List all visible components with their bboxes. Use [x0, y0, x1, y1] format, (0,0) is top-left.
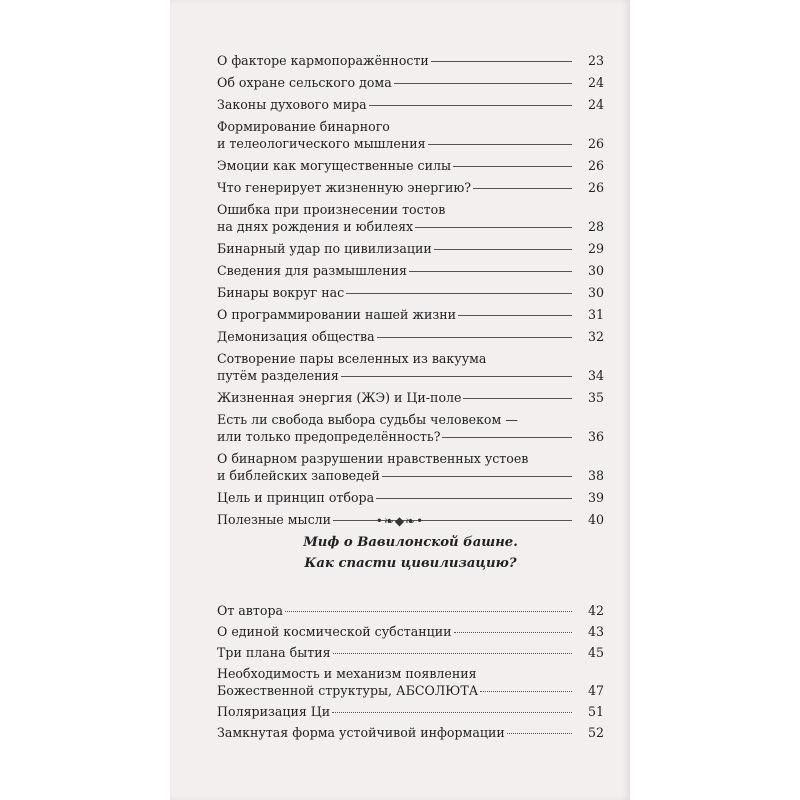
- toc-page-number: 38: [587, 468, 604, 483]
- toc-page-number: 29: [587, 241, 604, 256]
- toc-entry-title: Полезные мысли: [217, 512, 332, 527]
- leader-line: [453, 166, 572, 167]
- toc-entry: [217, 240, 604, 257]
- toc-entry-title: О программировании нашей жизни: [217, 307, 457, 322]
- toc-entry: [217, 350, 604, 384]
- toc-entry: [217, 96, 604, 113]
- toc-page-number: 26: [587, 158, 604, 173]
- leader-line: [377, 337, 572, 338]
- toc-entry-title: Бинары вокруг нас: [217, 285, 345, 300]
- toc-entry-title: От автора: [217, 603, 284, 618]
- toc-entry: [217, 623, 604, 640]
- toc-list-part1: [217, 52, 604, 533]
- toc-entry-title: и телеологического мышления: [217, 136, 426, 151]
- ornament-divider: •❧◆❧•: [375, 514, 425, 528]
- toc-entry-title: Законы духового мира: [217, 97, 367, 112]
- toc-entry: [217, 179, 604, 196]
- toc-entry: [217, 201, 604, 235]
- toc-entry-title: Бинарный удар по цивилизации: [217, 241, 432, 256]
- leader-line: [480, 691, 572, 692]
- toc-page-number: 39: [587, 490, 604, 505]
- toc-page-number: 51: [587, 704, 604, 719]
- toc-page-number: 47: [587, 683, 604, 698]
- toc-entry: [217, 262, 604, 279]
- toc-entry-title: Что генерирует жизненную энергию?: [217, 180, 472, 195]
- toc-entry-title: Есть ли свобода выбора судьбы человеком —: [217, 412, 518, 427]
- leader-line: [332, 712, 572, 713]
- toc-page-number: 31: [587, 307, 604, 322]
- section-title: [217, 532, 604, 574]
- toc-entry-title: Формирование бинарного: [217, 119, 390, 134]
- leader-line: [394, 83, 572, 84]
- toc-entry: [217, 665, 604, 699]
- toc-page-number: 24: [587, 75, 604, 90]
- toc-entry: [217, 328, 604, 345]
- toc-entry: [217, 284, 604, 301]
- toc-entry: [217, 74, 604, 91]
- toc-entry-title: Эмоции как могущественные силы: [217, 158, 452, 173]
- leader-line: [409, 271, 572, 272]
- toc-entry-title: Три плана бытия: [217, 645, 331, 660]
- leader-line: [346, 293, 572, 294]
- toc-entry-title: Необходимость и механизм появления: [217, 666, 477, 681]
- toc-page-number: 36: [587, 429, 604, 444]
- toc-entry-title: и библейских заповедей: [217, 468, 380, 483]
- toc-entry: [217, 411, 604, 445]
- toc-entry: [217, 602, 604, 619]
- leader-line: [431, 61, 572, 62]
- toc-page-number: 52: [587, 725, 604, 740]
- toc-entry-title: Замкнутая форма устойчивой информации: [217, 725, 505, 740]
- toc-page-number: 26: [587, 180, 604, 195]
- leader-line: [473, 188, 572, 189]
- toc-entry: [217, 52, 604, 69]
- toc-entry-title: Поляризация Ци: [217, 704, 331, 719]
- toc-page-number: 34: [587, 368, 604, 383]
- toc-page-number: 43: [587, 624, 604, 639]
- toc-page-number: 35: [587, 390, 604, 405]
- toc-page-number: 45: [587, 645, 604, 660]
- toc-page-number: 32: [587, 329, 604, 344]
- toc-entry-title: Божественной структуры, АБСОЛЮТА: [217, 683, 479, 698]
- leader-line: [428, 144, 572, 145]
- toc-entry: [217, 450, 604, 484]
- toc-page-number: 28: [587, 219, 604, 234]
- toc-list-part2: [217, 602, 604, 745]
- toc-entry: [217, 724, 604, 741]
- toc-entry-title: Сотворение пары вселенных из вакуума: [217, 351, 487, 366]
- toc-entry-title: Об охране сельского дома: [217, 75, 392, 90]
- toc-page-number: 30: [587, 263, 604, 278]
- toc-entry-title: О факторе кармопоражённости: [217, 53, 429, 68]
- toc-entry-title: О бинарном разрушении нравственных устоев: [217, 451, 529, 466]
- toc-entry-title: Сведения для размышления: [217, 263, 407, 278]
- toc-entry-title: Цель и принцип отбора: [217, 490, 375, 505]
- toc-page-number: 24: [587, 97, 604, 112]
- toc-page-number: 40: [587, 512, 604, 527]
- toc-entry: [217, 644, 604, 661]
- leader-line: [415, 227, 572, 228]
- leader-line: [341, 376, 572, 377]
- leader-line: [376, 498, 572, 499]
- toc-entry-title: Ошибка при произнесении тостов: [217, 202, 446, 217]
- toc-page-number: 23: [587, 53, 604, 68]
- leader-line: [507, 733, 572, 734]
- toc-entry: [217, 703, 604, 720]
- toc-entry: [217, 306, 604, 323]
- toc-entry: [217, 118, 604, 152]
- leader-line: [369, 105, 572, 106]
- toc-entry-title: Демонизация общества: [217, 329, 375, 344]
- section-title-line2: Как спасти цивилизацию?: [304, 556, 517, 571]
- toc-page-number: 26: [587, 136, 604, 151]
- toc-page-number: 30: [587, 285, 604, 300]
- leader-line: [458, 315, 572, 316]
- leader-line: [463, 398, 572, 399]
- leader-line: [382, 476, 572, 477]
- leader-line: [333, 653, 572, 654]
- toc-entry: [217, 389, 604, 406]
- leader-line: [434, 249, 572, 250]
- toc-entry-title: путём разделения: [217, 368, 339, 383]
- leader-line: [285, 611, 572, 612]
- toc-entry: [217, 157, 604, 174]
- section-title-line1: Миф о Вавилонской башне.: [303, 535, 518, 550]
- leader-line: [442, 437, 572, 438]
- leader-line: [454, 632, 572, 633]
- toc-entry: [217, 489, 604, 506]
- toc-entry-title: или только предопределённость?: [217, 429, 441, 444]
- toc-entry-title: на днях рождения и юбилеях: [217, 219, 414, 234]
- toc-entry-title: Жизненная энергия (ЖЭ) и Ци-поле: [217, 390, 462, 405]
- toc-entry-title: О единой космической субстанции: [217, 624, 452, 639]
- toc-page-number: 42: [587, 603, 604, 618]
